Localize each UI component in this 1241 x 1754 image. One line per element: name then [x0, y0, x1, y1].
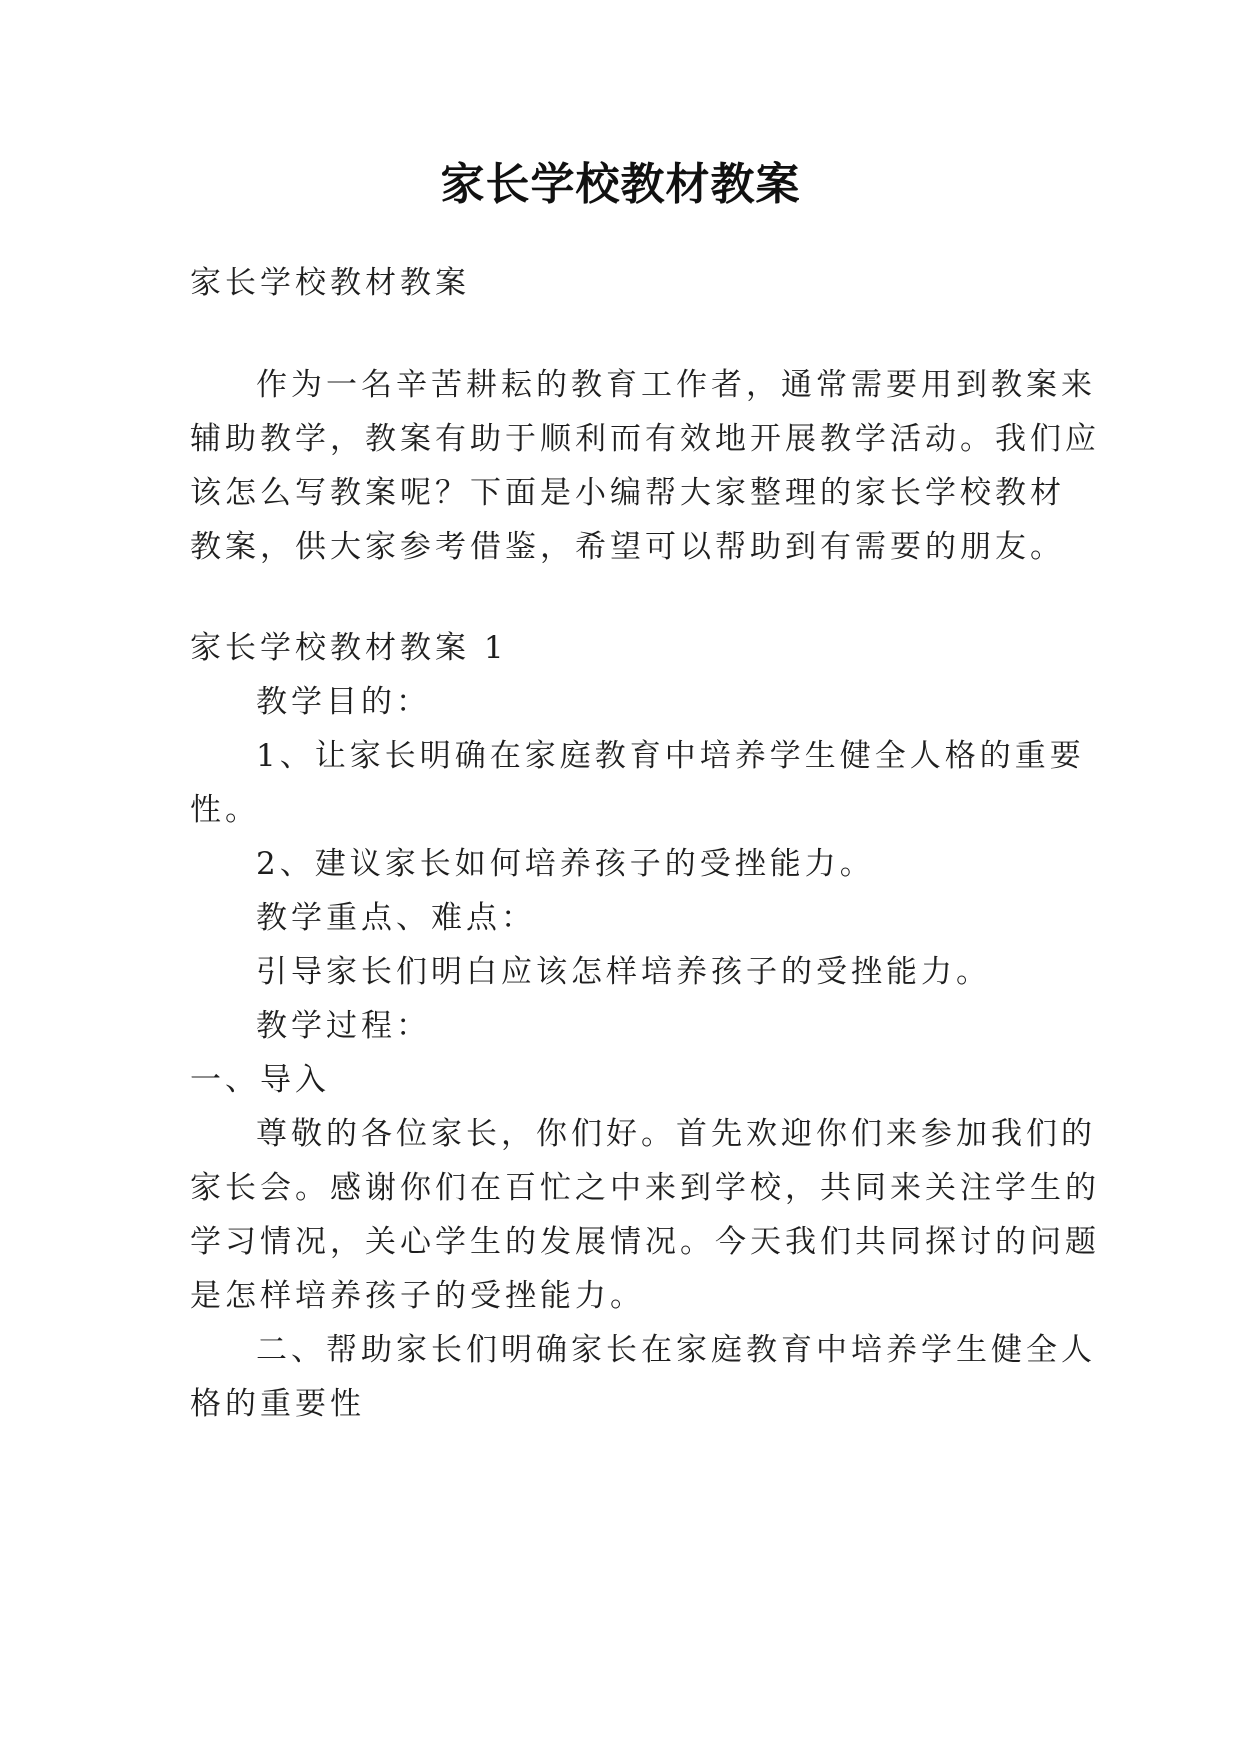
part-one-line: 家长会。感谢你们在百忙之中来到学校，共同来关注学生的: [190, 1170, 1100, 1206]
key-points-heading: 教学重点、难点：: [256, 900, 536, 936]
part-two-heading-line: 格的重要性: [190, 1386, 365, 1422]
intro-line: 该怎么写教案呢？下面是小编帮大家整理的家长学校教材: [190, 475, 1065, 511]
part-two-heading-line: 二、帮助家长们明确家长在家庭教育中培养学生健全人: [256, 1332, 1096, 1368]
process-heading: 教学过程：: [256, 1008, 431, 1044]
section-heading: 家长学校教材教案 1: [190, 630, 508, 666]
intro-line: 教案，供大家参考借鉴，希望可以帮助到有需要的朋友。: [190, 529, 1065, 565]
part-one-line: 尊敬的各位家长，你们好。首先欢迎你们来参加我们的: [256, 1116, 1096, 1152]
part-one-line: 学习情况，关心学生的发展情况。今天我们共同探讨的问题: [190, 1224, 1100, 1260]
part-one-line: 是怎样培养孩子的受挫能力。: [190, 1278, 645, 1314]
objective-1-line: 性。: [190, 792, 260, 828]
key-points-text: 引导家长们明白应该怎样培养孩子的受挫能力。: [256, 954, 991, 990]
intro-line: 作为一名辛苦耕耘的教育工作者，通常需要用到教案来: [256, 367, 1096, 403]
document-title: 家长学校教材教案: [440, 159, 801, 210]
objective-1-line: 1、让家长明确在家庭教育中培养学生健全人格的重要: [256, 738, 1085, 774]
objectives-heading: 教学目的：: [256, 684, 431, 720]
objective-2: 2、建议家长如何培养孩子的受挫能力。: [256, 846, 875, 882]
part-one-heading: 一、导入: [190, 1062, 330, 1098]
document-subtitle: 家长学校教材教案: [190, 265, 470, 301]
intro-line: 辅助教学，教案有助于顺利而有效地开展教学活动。我们应: [190, 421, 1100, 457]
